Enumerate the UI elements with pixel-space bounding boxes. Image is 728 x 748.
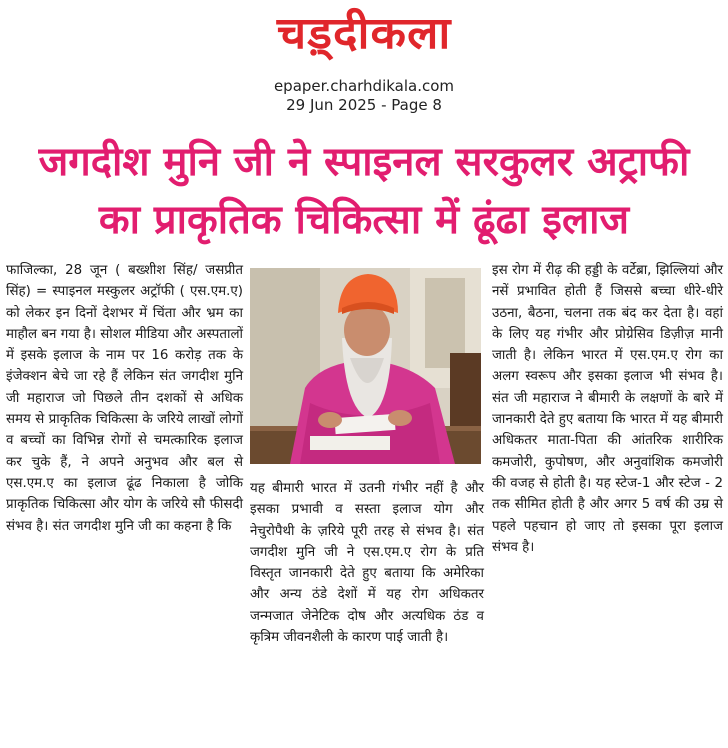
newspaper-logo: चड़्दीकला bbox=[276, 8, 452, 59]
epaper-url[interactable]: epaper.charhdikala.com bbox=[273, 77, 455, 95]
masthead bbox=[0, 8, 728, 60]
headline-line-2: का प्राकृतिक चिकित्सा में ढूंढा इलाज bbox=[98, 197, 630, 243]
headline-line-1: जगदीश मुनि जी ने स्पाइनल सरकुलर अट्राफी bbox=[38, 139, 690, 185]
edition-date: 29 Jun 2025 - Page 8 bbox=[286, 96, 442, 114]
article-photo bbox=[250, 268, 481, 464]
photo-of-saint-in-orange-turban-icon bbox=[250, 268, 481, 464]
article-column-3: इस रोग में रीढ़ की हड्डी के वर्टेब्रा, झिल्लियां और नसें प्रभावित होती हैं जिससे बच्चा धीरे-धीरे उठना, बैठना, चलना तक बंद कर देता है। वहां के लिए यह गंभीर और प्रोग्रेसिव डिज़ीज़ मानी जाती है। लेकिन भारत में एस.एम.ए रोग का अलग स्वरूप और इसका इलाज भी संभव है। संत जी महाराज ने बीमारी के लक्षणों के बारे में जानकारी देते हुए बताया कि भारत में यह बीमारी अधिकतर माता-पिता की आंतरिक शारीरिक कमजोरी, कुपोषण, और अनुवांशिक कमजोरी की वजह से होती है। यह स्टेज-1 और स्टेज - 2 तक सीमित होती है और अगर 5 वर्ष की उम्र से पहले पहचान हो जाए तो इसका पूरा इलाज संभव है। bbox=[492, 263, 723, 555]
article-column-1: फाजिल्का, 28 जून ( बख्शीश सिंह/ जसप्रीत सिंह) = स्पाइनल मस्कुलर अट्रॉफी ( एस.एम.ए) को लेकर इन दिनों देशभर में चिंता और भ्रम का माहौल बन गया है। सोशल मीडिया और अस्पतालों में इसके इलाज के नाम पर 16 करोड़ तक के इंजेक्शन बेचे जा रहे हैं लेकिन संत जगदीश मुनि जी महाराज जो पिछले तीन दशकों से अधिक समय से प्राकृतिक चिकित्सा के जरिये लाखों लोगों व बच्चों का विभिन्न रोगों से चमत्कारिक इलाज कर चुके हैं, ने अपने अनुभव और बल से एस.एम.ए का इलाज ढूंढ निकाला है जोकि प्राकृतिक चिकित्सा और योग के जरिये सौ फीसदी संभव है। संत जगदीश मुनि जी का कहना है कि bbox=[6, 263, 243, 534]
article-column-2: यह बीमारी भारत में उतनी गंभीर नहीं है और इसका प्रभावी व सस्ता इलाज योग और नेचुरोपैथी के ज़रिये पूरी तरह से संभव है। संत जगदीश मुनि जी ने एस.एम.ए रोग के प्रति विस्तृत जानकारी देते हुए बताया कि अमेरिका और अन्य ठंडे देशों में यह रोग अधिकतर जन्मजात जेनेटिक दोष और अत्यधिक ठंड व कृत्रिम जीवनशैली के कारण पाई जाती है। bbox=[250, 481, 484, 646]
